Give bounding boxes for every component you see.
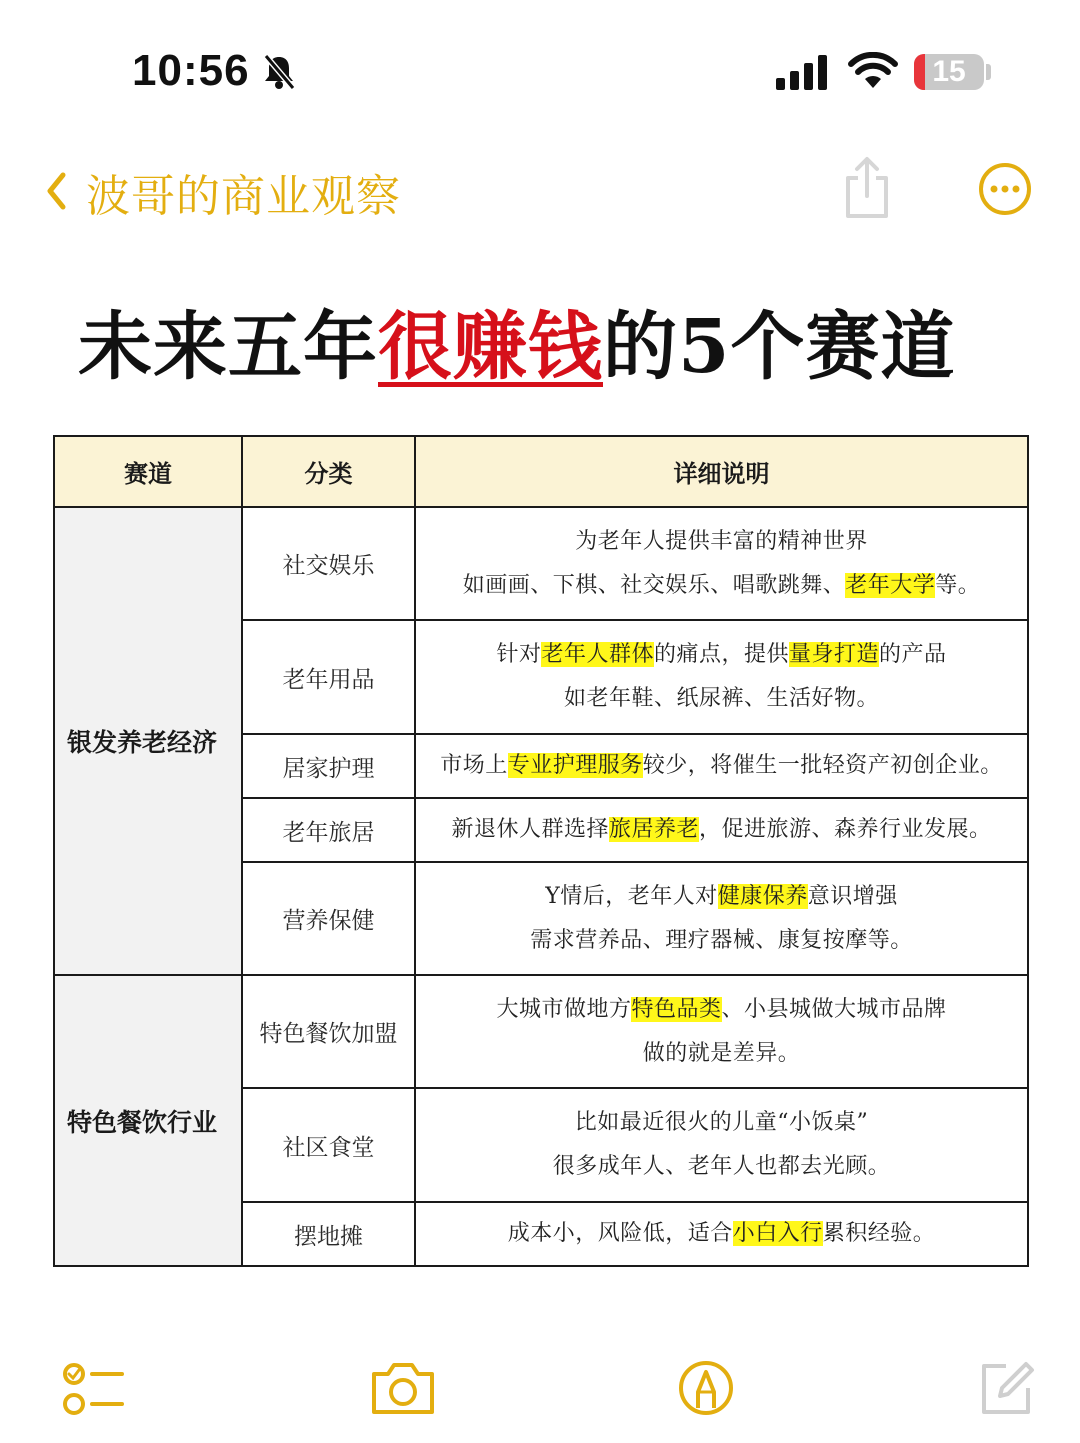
description-line: [416, 919, 1027, 963]
category-cell: 特色餐饮行业: [54, 975, 242, 1266]
description-text: 如老年鞋、纸尿裤、生活好物。: [563, 686, 879, 711]
description-text: 累积经验。: [822, 1221, 936, 1246]
table-header-cell: 分类: [242, 436, 415, 507]
description-cell: [415, 975, 1028, 1088]
description-text: 为老年人提供丰富的精神世界: [575, 528, 868, 554]
subcategory-cell: 居家护理: [242, 734, 415, 798]
bell-slash-icon: [262, 54, 296, 90]
description-text: 等。: [935, 572, 981, 598]
cellular-signal-icon: [776, 54, 830, 90]
back-folder-title[interactable]: 波哥的商业观察: [86, 171, 401, 222]
description-cell: [415, 798, 1028, 862]
subcategory-cell: 摆地摊: [242, 1202, 415, 1266]
description-text: 较少，将催生一批轻资产初创企业。: [642, 753, 1003, 778]
headline-part2: 的5个赛道: [603, 304, 956, 390]
battery-level: 15: [932, 55, 966, 88]
table-header-cell: 赛道: [54, 436, 242, 507]
wifi-icon: [848, 52, 898, 90]
table-row: [54, 975, 1028, 1088]
description-text: 如画画、下棋、社交娱乐、唱歌跳舞、: [462, 572, 846, 598]
camera-icon[interactable]: [368, 1358, 438, 1418]
status-bar: [0, 0, 1080, 140]
markup-pen-icon[interactable]: [676, 1358, 736, 1418]
description-text: 比如最近很火的儿童“小饭桌”: [574, 1110, 869, 1135]
description-line: [416, 808, 1027, 852]
highlighted-text: 旅居养老: [608, 817, 699, 842]
highlighted-text: 老年大学: [845, 572, 936, 598]
description-line: [416, 988, 1027, 1032]
description-text: ，促进旅游、森养行业发展。: [699, 817, 992, 842]
checklist-icon[interactable]: [62, 1360, 126, 1420]
description-cell: [415, 1088, 1028, 1202]
description-text: 成本小，风险低，适合: [507, 1221, 733, 1246]
subcategory-cell: 老年用品: [242, 620, 415, 734]
share-icon[interactable]: [842, 156, 892, 220]
highlighted-text: 小白入行: [732, 1221, 823, 1246]
status-time: 10:56: [132, 46, 250, 95]
table-row: [54, 507, 1028, 620]
subcategory-cell: 社区食堂: [242, 1088, 415, 1202]
description-text: 意识增强: [807, 883, 898, 909]
compose-icon[interactable]: [976, 1358, 1036, 1418]
chevron-left-icon[interactable]: [44, 170, 68, 212]
note-headline: [78, 288, 956, 394]
battery-tip: [986, 64, 991, 80]
description-line: [416, 633, 1027, 677]
highlighted-text: 健康保养: [717, 883, 808, 909]
highlighted-text: 量身打造: [789, 642, 880, 667]
description-text: 新退休人群选择: [451, 817, 609, 842]
description-cell: [415, 862, 1028, 975]
description-cell: [415, 734, 1028, 798]
description-text: 大城市做地方: [496, 996, 632, 1022]
description-line: [416, 875, 1027, 919]
description-text: Y情后，老年人对: [545, 883, 718, 909]
description-text: 针对: [496, 642, 542, 667]
description-text: 做的就是差异。: [642, 1040, 801, 1066]
battery-indicator: [914, 54, 984, 90]
description-text: 很多成年人、老年人也都去光顾。: [552, 1154, 891, 1179]
subcategory-cell: 老年旅居: [242, 798, 415, 862]
description-text: 需求营养品、理疗器械、康复按摩等。: [530, 927, 913, 953]
highlighted-text: 老年人群体: [541, 642, 654, 667]
category-cell: 银发养老经济: [54, 507, 242, 975]
description-cell: [415, 620, 1028, 734]
description-line: [416, 564, 1027, 608]
more-icon[interactable]: [978, 162, 1032, 216]
description-text: 、小县城做大城市品牌: [721, 996, 947, 1022]
highlighted-text: 特色品类: [631, 996, 722, 1022]
description-line: [416, 1032, 1027, 1076]
description-line: [416, 677, 1027, 721]
description-text: 的痛点，提供: [653, 642, 789, 667]
headline-highlight: 很赚钱: [378, 304, 603, 390]
highlighted-text: 专业护理服务: [507, 753, 643, 778]
track-table: [53, 435, 1027, 1267]
table-header-cell: 详细说明: [415, 436, 1028, 507]
description-cell: [415, 1202, 1028, 1266]
table-header-row: [54, 436, 1028, 507]
description-line: [416, 520, 1027, 564]
description-line: [416, 744, 1027, 788]
subcategory-cell: 社交娱乐: [242, 507, 415, 620]
description-cell: [415, 507, 1028, 620]
description-line: [416, 1145, 1027, 1189]
description-line: [416, 1212, 1027, 1256]
description-text: 市场上: [440, 753, 508, 778]
headline-part1: 未来五年: [78, 304, 378, 390]
subcategory-cell: 营养保健: [242, 862, 415, 975]
description-line: [416, 1101, 1027, 1145]
subcategory-cell: 特色餐饮加盟: [242, 975, 415, 1088]
description-text: 的产品: [879, 642, 947, 667]
